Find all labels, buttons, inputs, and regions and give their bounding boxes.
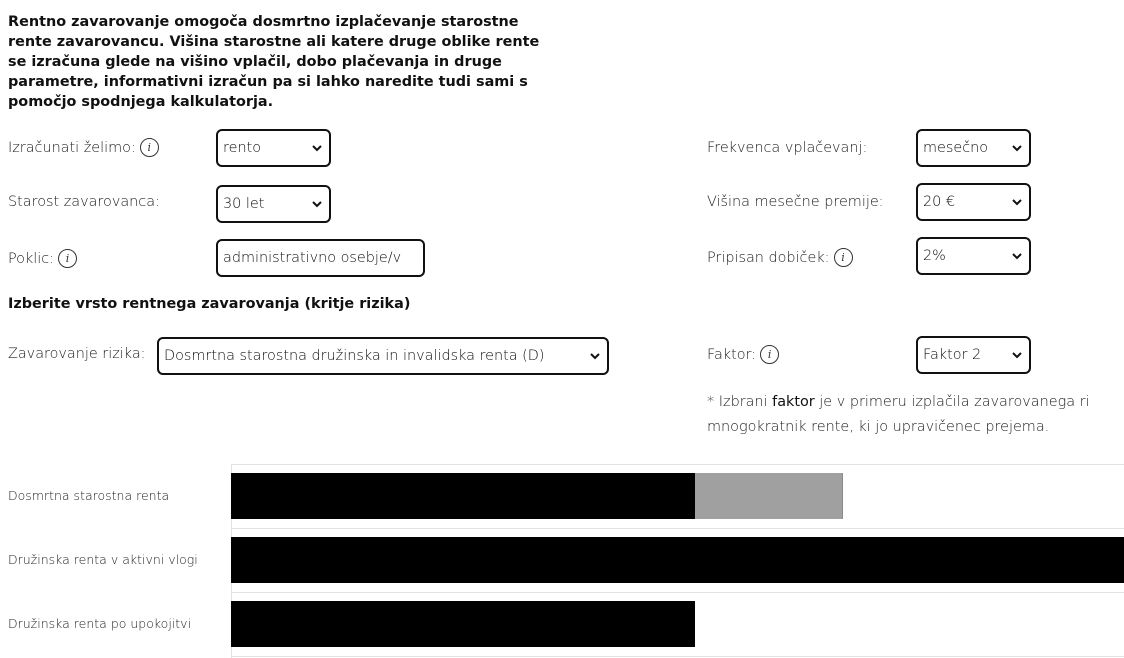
- chevron-down-icon: [589, 350, 601, 362]
- calculate-label-text: Izračunati želimo:: [8, 139, 136, 156]
- chart-bar: [231, 601, 695, 647]
- frequency-label: [707, 140, 867, 156]
- premium-label: [707, 194, 884, 210]
- chevron-down-icon: [311, 142, 323, 154]
- section-title: Izberite vrsto rentnega zavarovanja (kritje rizika): [8, 296, 411, 312]
- note-rest: je v primeru izplačila zavarovanega ri: [814, 394, 1090, 410]
- rent-bar-chart: [0, 464, 1124, 658]
- age-label: [8, 194, 160, 210]
- chart-bar: [231, 537, 1124, 583]
- factor-note: [707, 390, 1124, 440]
- occupation-input[interactable]: [216, 239, 425, 277]
- profit-select[interactable]: [916, 237, 1031, 275]
- note-keyword: faktor: [772, 394, 815, 410]
- risk-select-value: Dosmrtna starostna družinska in invalidska renta (D): [164, 348, 545, 364]
- info-icon[interactable]: i: [760, 345, 779, 364]
- info-icon[interactable]: i: [58, 249, 77, 268]
- intro-text: Rentno zavarovanje omogoča dosmrtno izplačevanje starostne rente zavarovancu. Višina starostne ali katere druge oblike rente se izračuna glede na višino vplačil, dobo plačevanja in druge parametre, informativni izračun pa si lahko naredite tudi sami s pomočjo spodnjega kalkulatorja.: [8, 14, 540, 110]
- chart-gridline: [231, 592, 1124, 593]
- risk-label: [8, 346, 146, 362]
- age-select[interactable]: [216, 185, 331, 223]
- calculate-select[interactable]: [216, 129, 331, 167]
- premium-select[interactable]: [916, 183, 1031, 221]
- frequency-label-text: Frekvenca vplačevanj:: [707, 140, 868, 156]
- chevron-down-icon: [1011, 250, 1023, 262]
- occupation-input-value: administrativno osebje/v: [223, 250, 402, 266]
- note-prefix: * Izbrani: [707, 394, 773, 410]
- info-icon[interactable]: i: [140, 138, 159, 157]
- chart-gridline: [231, 528, 1124, 529]
- factor-label-text: Faktor:: [707, 346, 757, 363]
- chart-bar: [695, 473, 842, 519]
- chart-category-label: Dosmrtna starostna renta: [8, 488, 170, 503]
- premium-select-value: 20 €: [923, 194, 956, 210]
- chevron-down-icon: [311, 198, 323, 210]
- note-line2: mnogokratnik rente, ki jo upravičenec prejema.: [707, 419, 1050, 435]
- info-icon[interactable]: i: [834, 248, 853, 267]
- factor-label: [707, 345, 779, 364]
- chevron-down-icon: [1011, 349, 1023, 361]
- risk-select[interactable]: [157, 337, 609, 375]
- chart-gridline: [231, 464, 1124, 465]
- chart-bar: [231, 473, 695, 519]
- chart-gridline: [231, 656, 1124, 657]
- chart-category-label: Družinska renta v aktivni vlogi: [8, 552, 198, 567]
- occupation-label-text: Poklic:: [8, 250, 55, 267]
- chart-category-label: Družinska renta po upokojitvi: [8, 616, 192, 631]
- chevron-down-icon: [1011, 196, 1023, 208]
- calculate-label: [8, 138, 159, 157]
- premium-label-text: Višina mesečne premije:: [707, 194, 884, 210]
- factor-select[interactable]: [916, 336, 1031, 374]
- calculate-select-value: rento: [223, 140, 262, 156]
- chevron-down-icon: [1011, 142, 1023, 154]
- profit-label-text: Pripisan dobiček:: [707, 249, 830, 266]
- profit-select-value: 2%: [923, 248, 946, 264]
- frequency-select[interactable]: [916, 129, 1031, 167]
- age-select-value: 30 let: [223, 196, 265, 212]
- age-label-text: Starost zavarovanca:: [8, 194, 160, 210]
- frequency-select-value: mesečno: [923, 140, 989, 156]
- profit-label: [707, 248, 853, 267]
- factor-select-value: Faktor 2: [923, 347, 982, 363]
- risk-label-text: Zavarovanje rizika:: [8, 346, 146, 362]
- occupation-label: [8, 249, 77, 268]
